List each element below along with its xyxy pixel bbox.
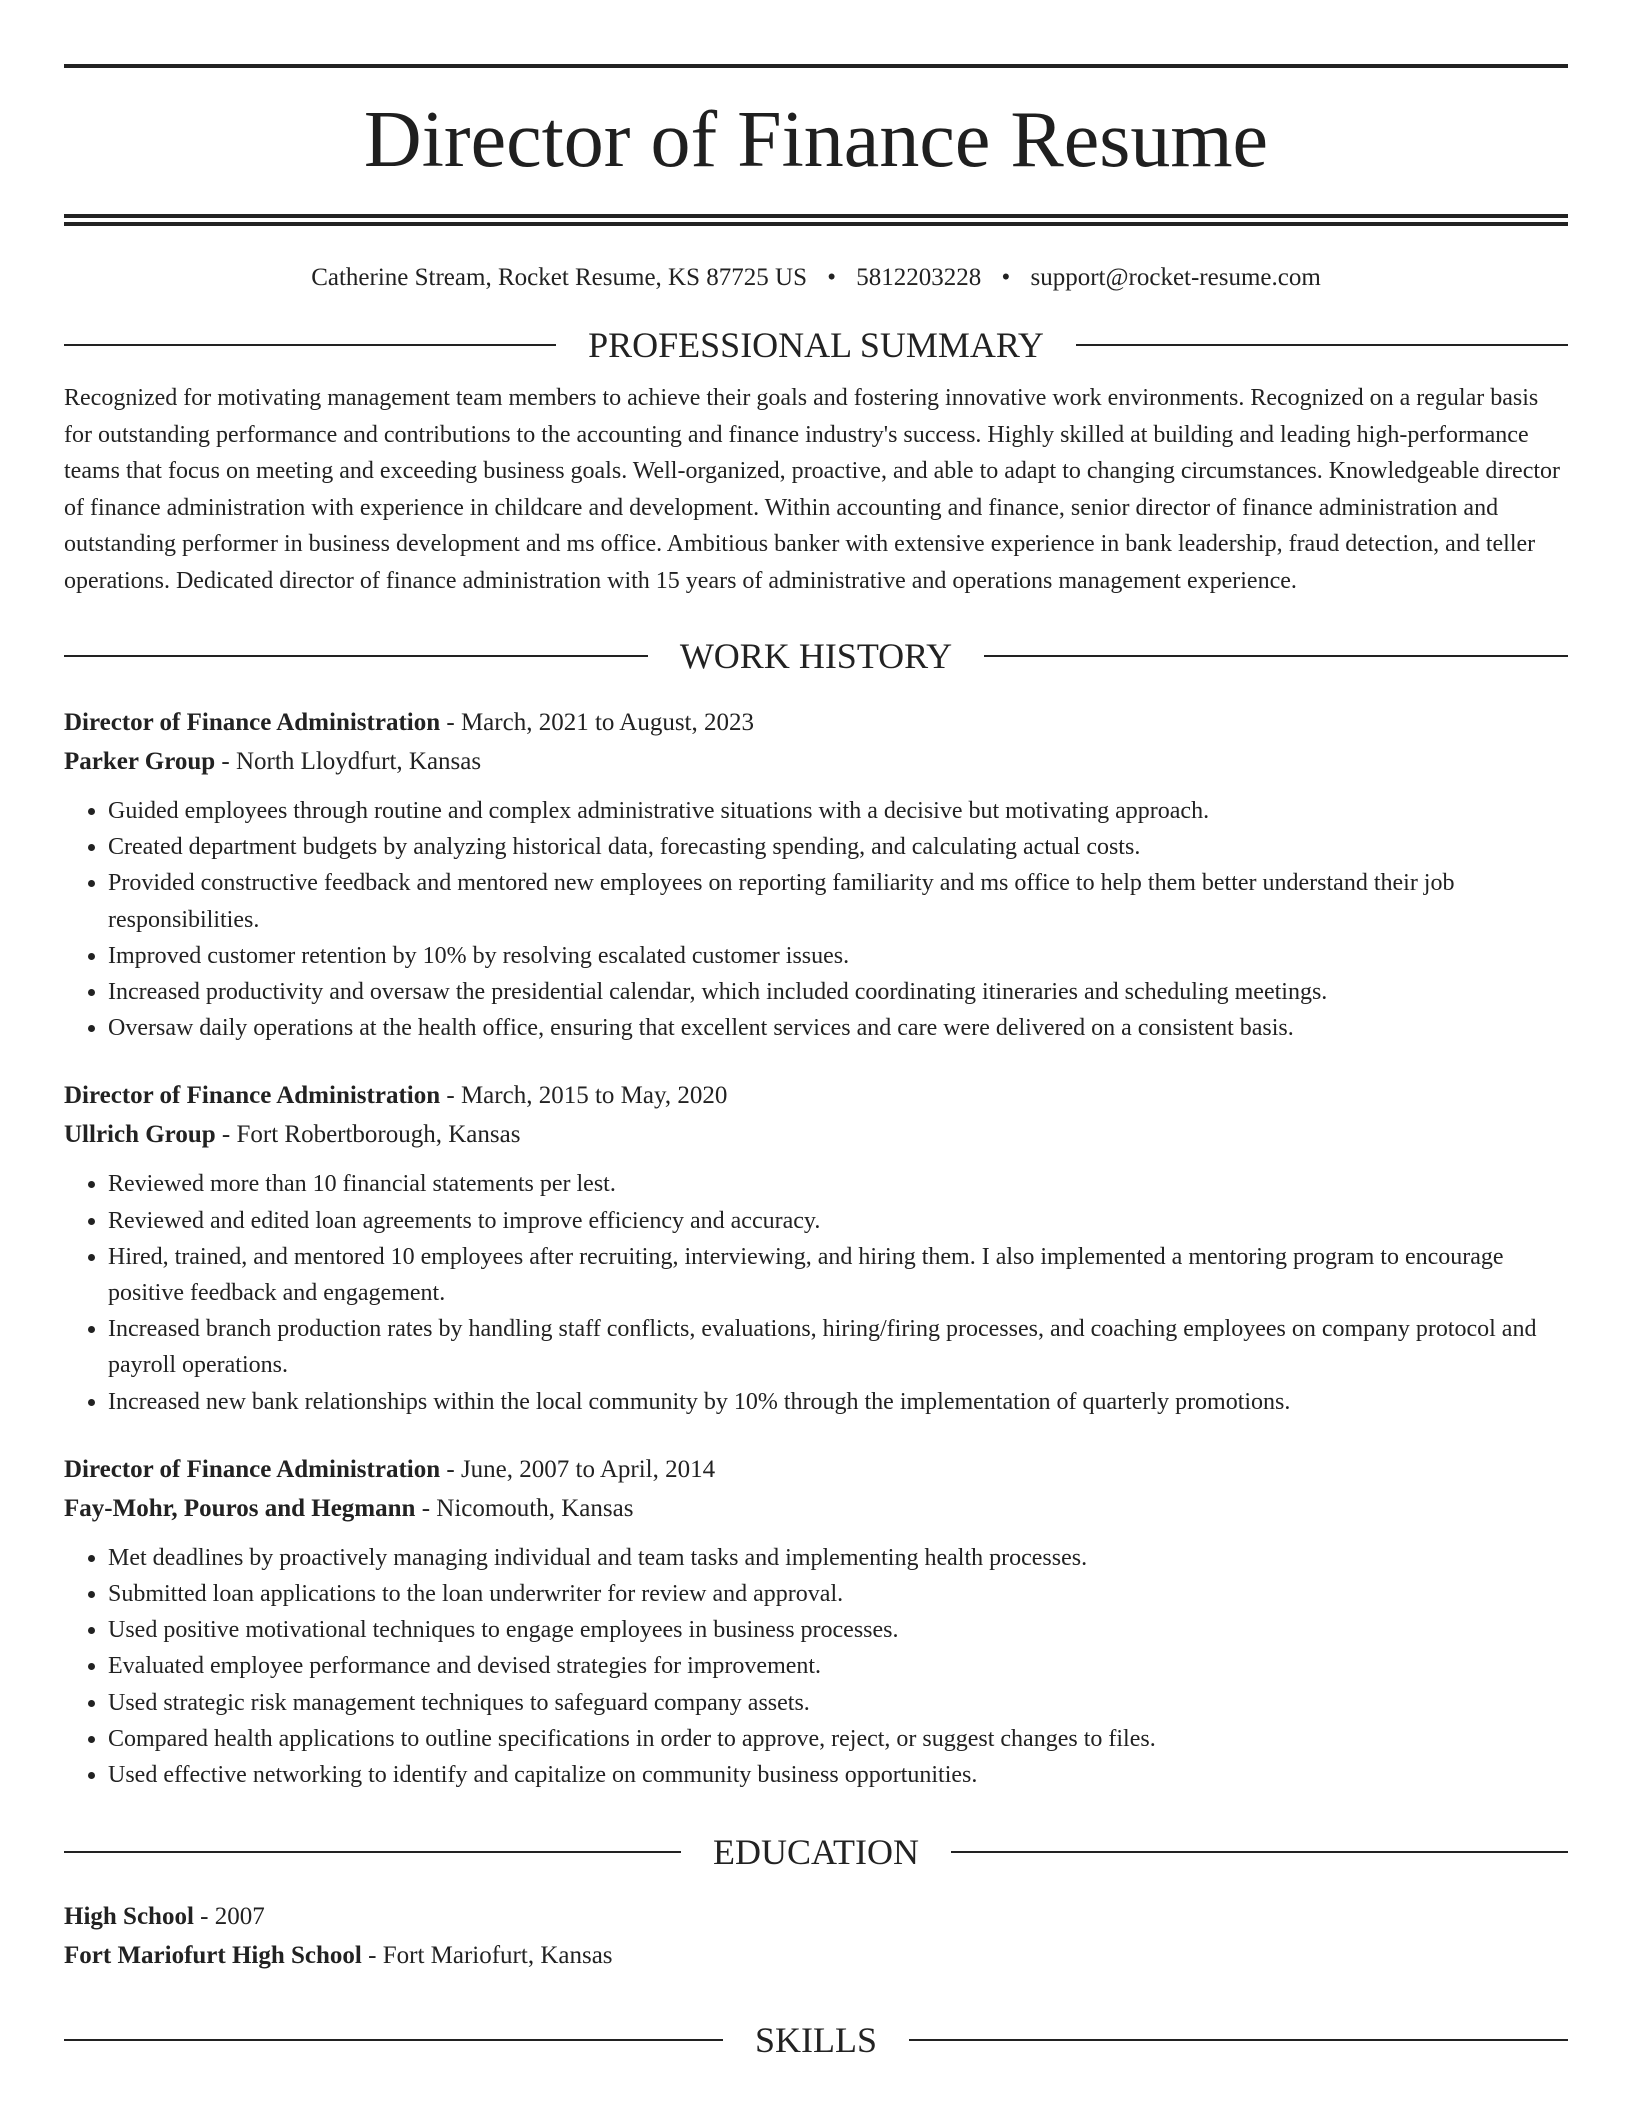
- section-heading-summary: [64, 324, 1568, 366]
- education-entry: [64, 1897, 1568, 1975]
- job-title: Director of Finance Administration: [64, 709, 441, 736]
- list-item: • Reviewed more than 10 financial statements per lest.: [108, 1166, 1568, 1202]
- section-title: WORK HISTORY: [679, 636, 953, 676]
- education-year: - 2007: [193, 1903, 265, 1931]
- section-title: SKILLS: [755, 2020, 878, 2061]
- contact-address: Catherine Stream, Rocket Resume, KS 87725 US: [311, 264, 807, 291]
- list-item: • Guided employees through routine and complex administrative situations with a decisive but motivating approach.: [108, 793, 1568, 829]
- list-item: • Provided constructive feedback and mentored new employees on reporting familiarity and ms office to help them better understand their job responsibilities.: [108, 865, 1568, 937]
- heading-rule: [64, 1851, 681, 1853]
- job-title-line: [64, 1076, 1568, 1115]
- education-school-line: [64, 1936, 1568, 1975]
- heading-rule: [64, 344, 556, 346]
- heading-rule: [1076, 344, 1568, 346]
- job-location: - Fort Robertborough, Kansas: [215, 1121, 521, 1149]
- section-heading-skills: [64, 2019, 1568, 2061]
- list-item: • Met deadlines by proactively managing individual and team tasks and implementing health processes.: [108, 1540, 1568, 1576]
- list-item: • Submitted loan applications to the loan underwriter for review and approval.: [108, 1576, 1568, 1612]
- section-heading-education: [64, 1831, 1568, 1873]
- job-dates: - March, 2021 to August, 2023: [440, 709, 754, 736]
- heading-rule: [951, 1851, 1568, 1853]
- job-bullets: [64, 793, 1568, 1046]
- job-title-line: [64, 703, 1568, 742]
- education-degree-line: [64, 1897, 1568, 1936]
- job-location: - North Lloydfurt, Kansas: [215, 748, 482, 775]
- list-item: • Increased new bank relationships within the local community by 10% through the implementation of quarterly promotions.: [108, 1384, 1568, 1420]
- list-item: • Used positive motivational techniques to engage employees in business processes.: [108, 1612, 1568, 1648]
- contact-email: support@rocket-resume.com: [1030, 264, 1321, 291]
- job-company: Parker Group: [64, 748, 216, 775]
- list-item: • Used strategic risk management techniques to safeguard company assets.: [108, 1685, 1568, 1721]
- job-entry: [64, 1450, 1568, 1793]
- education-degree: High School: [64, 1903, 194, 1931]
- section-heading-work: [64, 635, 1568, 677]
- job-dates: - March, 2015 to May, 2020: [440, 1082, 728, 1110]
- list-item: • Created department budgets by analyzing historical data, forecasting spending, and calculating actual costs.: [108, 829, 1568, 865]
- section-title: PROFESSIONAL SUMMARY: [588, 325, 1044, 365]
- list-item: • Oversaw daily operations at the health office, ensuring that excellent services and care were delivered on a consistent basis.: [108, 1010, 1568, 1046]
- job-dates: - June, 2007 to April, 2014: [440, 1455, 716, 1483]
- section-title: EDUCATION: [713, 1832, 919, 1873]
- list-item: • Evaluated employee performance and devised strategies for improvement.: [108, 1648, 1568, 1684]
- education-location: - Fort Mariofurt, Kansas: [361, 1942, 613, 1970]
- job-title-line: [64, 1450, 1568, 1489]
- job-title: Director of Finance Administration: [64, 1455, 441, 1483]
- job-bullets: [64, 1540, 1568, 1793]
- job-company-line: [64, 742, 1568, 781]
- job-entry: [64, 703, 1568, 1046]
- title-double-rule: [64, 214, 1568, 226]
- job-location: - Nicomouth, Kansas: [415, 1494, 634, 1522]
- heading-rule: [64, 655, 648, 657]
- job-company: Fay-Mohr, Pouros and Hegmann: [64, 1494, 416, 1522]
- heading-rule: [984, 655, 1568, 657]
- job-company: Ullrich Group: [64, 1121, 216, 1149]
- job-company-line: [64, 1489, 1568, 1528]
- contact-separator: •: [1001, 264, 1011, 291]
- summary-paragraph: Recognized for motivating management team members to achieve their goals and fostering innovative work environments. Recognized on a regular basis for outstanding performance and contributions to the accounting and finance industry's success. Highly skilled at building and leading high-performance teams that focus on meeting and exceeding business goals. Well-organized, proactive, and able to adapt to changing circumstances. Knowledgeable director of finance administration with experience in childcare and development. Within accounting and finance, senior director of finance administration and outstanding performer in business development and ms office. Ambitious banker with extensive experience in bank leadership, fraud detection, and teller operations. Dedicated director of finance administration with 15 years of administrative and operations management experience.: [64, 385, 1561, 594]
- list-item: • Reviewed and edited loan agreements to improve efficiency and accuracy.: [108, 1203, 1568, 1239]
- contact-phone: 5812203228: [856, 264, 982, 291]
- education-school: Fort Mariofurt High School: [64, 1942, 362, 1970]
- heading-rule: [64, 2039, 723, 2041]
- heading-rule: [909, 2039, 1568, 2041]
- list-item: • Increased branch production rates by handling staff conflicts, evaluations, hiring/firing processes, and coaching employees on company protocol and payroll operations.: [108, 1311, 1568, 1383]
- list-item: • Improved customer retention by 10% by resolving escalated customer issues.: [108, 938, 1568, 974]
- job-title: Director of Finance Administration: [64, 1082, 441, 1110]
- list-item: • Compared health applications to outline specifications in order to approve, reject, or suggest changes to files.: [108, 1721, 1568, 1757]
- job-bullets: [64, 1166, 1568, 1419]
- list-item: • Increased productivity and oversaw the presidential calendar, which included coordinating itineraries and scheduling meetings.: [108, 974, 1568, 1010]
- page-title: Director of Finance Resume: [363, 96, 1269, 184]
- list-item: • Used effective networking to identify and capitalize on community business opportunities.: [108, 1757, 1568, 1793]
- contact-separator: •: [827, 264, 836, 291]
- list-item: • Hired, trained, and mentored 10 employees after recruiting, interviewing, and hiring them. I also implemented a mentoring program to encourage positive feedback and engagement.: [108, 1239, 1568, 1311]
- contact-line: [64, 264, 1568, 292]
- job-entry: [64, 1076, 1568, 1419]
- job-company-line: [64, 1115, 1568, 1154]
